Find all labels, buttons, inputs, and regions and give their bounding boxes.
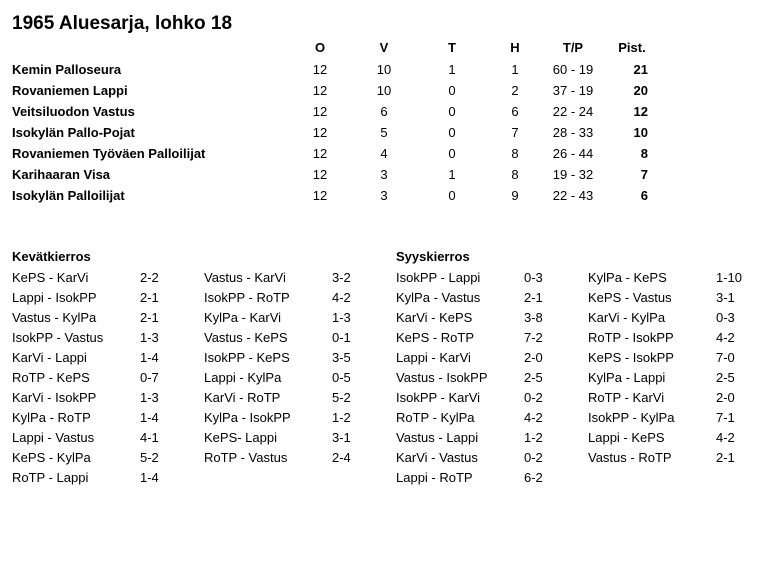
cell-h: 6	[511, 104, 519, 119]
spring-round-label: Kevätkierros	[12, 249, 91, 264]
match-score: 5-2	[140, 450, 159, 465]
cell-v: 4	[380, 146, 388, 161]
header-v: V	[379, 40, 389, 55]
match-score: 2-5	[716, 370, 735, 385]
table-row	[0, 144, 760, 164]
match-teams: Lappi - KePS	[588, 430, 665, 445]
match-score: 0-7	[140, 370, 159, 385]
match-score: 0-3	[524, 270, 543, 285]
match-teams: KylPa - IsokPP	[204, 410, 291, 425]
match-teams: Vastus - IsokPP	[396, 370, 488, 385]
cell-tp: 28 - 33	[552, 125, 594, 140]
match-score: 1-4	[140, 350, 159, 365]
match-score: 1-4	[140, 470, 159, 485]
match-teams: KePS - KarVi	[12, 270, 89, 285]
match-score: 7-2	[524, 330, 543, 345]
header-tp: T/P	[562, 40, 584, 55]
cell-team: Veitsiluodon Vastus	[12, 104, 135, 119]
match-score: 0-2	[524, 450, 543, 465]
cell-t: 0	[448, 188, 456, 203]
match-score: 5-2	[332, 390, 351, 405]
match-teams: KePS - KylPa	[12, 450, 91, 465]
match-score: 7-1	[716, 410, 735, 425]
match-teams: KarVi - IsokPP	[12, 390, 97, 405]
match-teams: KylPa - KePS	[588, 270, 667, 285]
page-title: 1965 Aluesarja, lohko 18	[12, 13, 233, 34]
cell-p: 8	[640, 146, 648, 161]
match-teams: Vastus - KePS	[204, 330, 288, 345]
match-score: 1-2	[524, 430, 543, 445]
match-teams: IsokPP - KePS	[204, 350, 290, 365]
match-score: 1-3	[140, 330, 159, 345]
match-teams: KarVi - KePS	[396, 310, 473, 325]
match-score: 2-4	[332, 450, 351, 465]
cell-p: 21	[633, 62, 648, 77]
cell-h: 8	[511, 146, 519, 161]
match-score: 4-1	[140, 430, 159, 445]
cell-v: 5	[380, 125, 388, 140]
match-score: 0-2	[524, 390, 543, 405]
match-score: 4-2	[332, 290, 351, 305]
table-row	[0, 102, 760, 122]
cell-o: 12	[312, 167, 328, 182]
cell-p: 10	[633, 125, 648, 140]
cell-t: 0	[448, 104, 456, 119]
match-teams: KePS - RoTP	[396, 330, 475, 345]
cell-v: 3	[380, 167, 388, 182]
match-teams: Vastus - RoTP	[588, 450, 672, 465]
match-teams: Vastus - KarVi	[204, 270, 286, 285]
cell-team: Isokylän Pallo-Pojat	[12, 125, 135, 140]
match-score: 2-2	[140, 270, 159, 285]
match-score: 0-1	[332, 330, 351, 345]
match-score: 0-3	[716, 310, 735, 325]
cell-o: 12	[312, 83, 328, 98]
match-teams: KylPa - RoTP	[12, 410, 91, 425]
match-score: 3-1	[332, 430, 351, 445]
match-teams: KylPa - KarVi	[204, 310, 282, 325]
match-teams: KarVi - Vastus	[396, 450, 478, 465]
cell-v: 6	[380, 104, 388, 119]
match-teams: KePS- Lappi	[204, 430, 277, 445]
match-score: 3-5	[332, 350, 351, 365]
cell-team: Karihaaran Visa	[12, 167, 111, 182]
match-score: 2-1	[716, 450, 735, 465]
cell-v: 10	[376, 62, 392, 77]
cell-tp: 22 - 24	[552, 104, 594, 119]
match-score: 2-0	[524, 350, 543, 365]
cell-t: 1	[448, 62, 456, 77]
match-score: 2-1	[524, 290, 543, 305]
match-score: 2-1	[140, 310, 159, 325]
match-teams: RoTP - Lappi	[12, 470, 89, 485]
cell-tp: 22 - 43	[552, 188, 594, 203]
match-score: 3-2	[332, 270, 351, 285]
cell-p: 7	[640, 167, 648, 182]
cell-team: Rovaniemen Lappi	[12, 83, 128, 98]
match-teams: RoTP - KylPa	[396, 410, 475, 425]
match-score: 3-1	[716, 290, 735, 305]
match-teams: Vastus - Lappi	[396, 430, 479, 445]
match-score: 1-10	[716, 270, 743, 285]
match-teams: IsokPP - KarVi	[396, 390, 481, 405]
cell-o: 12	[312, 188, 328, 203]
match-teams: Lappi - RoTP	[396, 470, 473, 485]
match-score: 1-4	[140, 410, 159, 425]
match-teams: KePS - IsokPP	[588, 350, 674, 365]
match-score: 4-2	[716, 430, 735, 445]
header-h: H	[510, 40, 520, 55]
match-score: 6-2	[524, 470, 543, 485]
cell-v: 10	[376, 83, 392, 98]
match-teams: KylPa - Vastus	[396, 290, 481, 305]
cell-t: 0	[448, 83, 456, 98]
cell-v: 3	[380, 188, 388, 203]
cell-team: Isokylän Palloilijat	[12, 188, 125, 203]
match-teams: RoTP - IsokPP	[588, 330, 674, 345]
match-score: 2-1	[140, 290, 159, 305]
table-row	[0, 81, 760, 101]
match-teams: IsokPP - Lappi	[396, 270, 481, 285]
cell-tp: 19 - 32	[552, 167, 594, 182]
header-t: T	[448, 40, 456, 55]
match-teams: KarVi - Lappi	[12, 350, 87, 365]
match-teams: Lappi - IsokPP	[12, 290, 97, 305]
cell-t: 0	[448, 146, 456, 161]
cell-h: 9	[511, 188, 519, 203]
header-o: O	[314, 40, 326, 55]
match-score: 2-0	[716, 390, 735, 405]
match-score: 1-2	[332, 410, 351, 425]
cell-h: 8	[511, 167, 519, 182]
cell-h: 1	[511, 62, 519, 77]
cell-o: 12	[312, 125, 328, 140]
match-teams: IsokPP - RoTP	[204, 290, 290, 305]
match-teams: Lappi - KylPa	[204, 370, 282, 385]
autumn-round-label: Syyskierros	[396, 249, 470, 264]
cell-t: 1	[448, 167, 456, 182]
match-teams: Vastus - KylPa	[12, 310, 97, 325]
cell-p: 12	[633, 104, 648, 119]
match-teams: KylPa - Lappi	[588, 370, 666, 385]
table-row	[0, 165, 760, 185]
match-score: 4-2	[716, 330, 735, 345]
cell-tp: 37 - 19	[552, 83, 594, 98]
match-teams: IsokPP - Vastus	[12, 330, 104, 345]
match-teams: KarVi - RoTP	[204, 390, 281, 405]
match-score: 7-0	[716, 350, 735, 365]
match-score: 2-5	[524, 370, 543, 385]
match-score: 4-2	[524, 410, 543, 425]
table-row	[0, 186, 760, 206]
match-teams: KePS - Vastus	[588, 290, 672, 305]
cell-o: 12	[312, 146, 328, 161]
match-score: 1-3	[332, 310, 351, 325]
match-teams: Lappi - KarVi	[396, 350, 471, 365]
match-teams: Lappi - Vastus	[12, 430, 95, 445]
cell-tp: 60 - 19	[552, 62, 594, 77]
cell-h: 2	[511, 83, 519, 98]
match-teams: IsokPP - KylPa	[588, 410, 675, 425]
match-teams: KarVi - KylPa	[588, 310, 666, 325]
match-teams: RoTP - Vastus	[204, 450, 288, 465]
match-score: 1-3	[140, 390, 159, 405]
cell-t: 0	[448, 125, 456, 140]
cell-o: 12	[312, 104, 328, 119]
match-score: 3-8	[524, 310, 543, 325]
match-teams: RoTP - KePS	[12, 370, 90, 385]
cell-tp: 26 - 44	[552, 146, 594, 161]
table-row	[0, 123, 760, 143]
cell-o: 12	[312, 62, 328, 77]
table-header	[0, 38, 760, 58]
cell-p: 20	[633, 83, 648, 98]
match-teams: RoTP - KarVi	[588, 390, 665, 405]
cell-p: 6	[640, 188, 648, 203]
cell-team: Kemin Palloseura	[12, 62, 122, 77]
header-points: Pist.	[618, 40, 646, 55]
match-score: 0-5	[332, 370, 351, 385]
table-row	[0, 60, 760, 80]
cell-team: Rovaniemen Työväen Palloilijat	[12, 146, 206, 161]
cell-h: 7	[511, 125, 519, 140]
